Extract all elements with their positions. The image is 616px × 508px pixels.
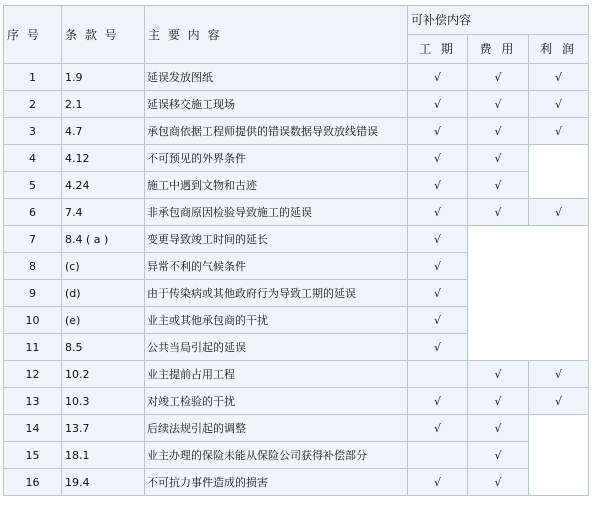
row-number: 4 — [4, 145, 61, 171]
table-row — [4, 226, 588, 252]
table-row — [4, 118, 588, 144]
time-check: √ — [408, 307, 467, 333]
time-check: √ — [408, 388, 467, 414]
row-number: 1 — [4, 64, 61, 90]
time-check: √ — [408, 199, 467, 225]
header-cost: 费 用 — [468, 35, 528, 63]
time-check: √ — [408, 334, 467, 360]
time-check — [408, 442, 467, 468]
row-content: 不可抗力事件造成的损害 — [145, 469, 407, 495]
time-check: √ — [408, 64, 467, 90]
row-number: 9 — [4, 280, 61, 306]
empty-cell — [529, 415, 588, 495]
profit-check: √ — [529, 118, 588, 144]
time-check: √ — [408, 118, 467, 144]
row-number: 14 — [4, 415, 61, 441]
row-clause: 10.3 — [62, 388, 144, 414]
row-clause: 8.5 — [62, 334, 144, 360]
row-content: 异常不利的气候条件 — [145, 253, 407, 279]
row-number: 10 — [4, 307, 61, 333]
compensation-table — [3, 5, 589, 496]
table-row — [4, 64, 588, 90]
row-content: 业主或其他承包商的干扰 — [145, 307, 407, 333]
row-number: 13 — [4, 388, 61, 414]
empty-cell — [468, 226, 588, 360]
time-check: √ — [408, 469, 467, 495]
row-clause: 13.7 — [62, 415, 144, 441]
row-number: 6 — [4, 199, 61, 225]
header-seq: 序 号 — [4, 6, 61, 63]
header-content: 主 要 内 容 — [145, 6, 407, 63]
empty-cell — [529, 145, 588, 198]
cost-check: √ — [468, 145, 528, 171]
profit-check: √ — [529, 91, 588, 117]
row-number: 11 — [4, 334, 61, 360]
cost-check: √ — [468, 172, 528, 198]
row-number: 8 — [4, 253, 61, 279]
row-content: 延误移交施工现场 — [145, 91, 407, 117]
cost-check: √ — [468, 361, 528, 387]
row-clause: 1.9 — [62, 64, 144, 90]
header-profit: 利 润 — [529, 35, 588, 63]
row-number: 16 — [4, 469, 61, 495]
cost-check: √ — [468, 442, 528, 468]
table-row — [4, 172, 588, 198]
row-content: 由于传染病或其他政府行为导致工期的延误 — [145, 280, 407, 306]
table-row — [4, 469, 588, 495]
row-content: 对竣工检验的干扰 — [145, 388, 407, 414]
row-clause: 2.1 — [62, 91, 144, 117]
header-compensable: 可补偿内容 — [408, 6, 588, 34]
row-clause: (c) — [62, 253, 144, 279]
cost-check: √ — [468, 388, 528, 414]
row-content: 延误发放图纸 — [145, 64, 407, 90]
row-clause: (d) — [62, 280, 144, 306]
row-number: 2 — [4, 91, 61, 117]
profit-check: √ — [529, 361, 588, 387]
profit-check: √ — [529, 388, 588, 414]
cost-check: √ — [468, 91, 528, 117]
time-check: √ — [408, 172, 467, 198]
row-content: 业主办理的保险未能从保险公司获得补偿部分 — [145, 442, 407, 468]
row-number: 15 — [4, 442, 61, 468]
cost-check: √ — [468, 118, 528, 144]
row-clause: 4.12 — [62, 145, 144, 171]
table-row — [4, 388, 588, 414]
row-clause: 4.24 — [62, 172, 144, 198]
row-clause: 19.4 — [62, 469, 144, 495]
row-clause: (e) — [62, 307, 144, 333]
time-check: √ — [408, 226, 467, 252]
table-row — [4, 442, 588, 468]
row-content: 非承包商原因检验导致施工的延误 — [145, 199, 407, 225]
row-content: 施工中遇到文物和古迹 — [145, 172, 407, 198]
time-check: √ — [408, 280, 467, 306]
cost-check: √ — [468, 199, 528, 225]
table-row — [4, 145, 588, 171]
row-clause: 4.7 — [62, 118, 144, 144]
row-content: 业主提前占用工程 — [145, 361, 407, 387]
row-number: 3 — [4, 118, 61, 144]
row-content: 不可预见的外界条件 — [145, 145, 407, 171]
row-content: 后续法规引起的调整 — [145, 415, 407, 441]
table-row — [4, 361, 588, 387]
profit-check: √ — [529, 199, 588, 225]
cost-check: √ — [468, 64, 528, 90]
time-check: √ — [408, 415, 467, 441]
row-number: 12 — [4, 361, 61, 387]
table-row — [4, 415, 588, 441]
profit-check: √ — [529, 64, 588, 90]
row-clause: 8.4 ( a ) — [62, 226, 144, 252]
row-number: 5 — [4, 172, 61, 198]
header-time: 工 期 — [408, 35, 467, 63]
row-content: 公共当局引起的延误 — [145, 334, 407, 360]
row-number: 7 — [4, 226, 61, 252]
table-row — [4, 91, 588, 117]
time-check: √ — [408, 253, 467, 279]
cost-check: √ — [468, 469, 528, 495]
table-row — [4, 199, 588, 225]
time-check: √ — [408, 145, 467, 171]
time-check — [408, 361, 467, 387]
row-content: 承包商依据工程师提供的错误数据导致放线错误 — [145, 118, 407, 144]
cost-check: √ — [468, 415, 528, 441]
time-check: √ — [408, 91, 467, 117]
row-clause: 7.4 — [62, 199, 144, 225]
header-clause: 条 款 号 — [62, 6, 144, 63]
row-clause: 10.2 — [62, 361, 144, 387]
row-clause: 18.1 — [62, 442, 144, 468]
row-content: 变更导致竣工时间的延长 — [145, 226, 407, 252]
